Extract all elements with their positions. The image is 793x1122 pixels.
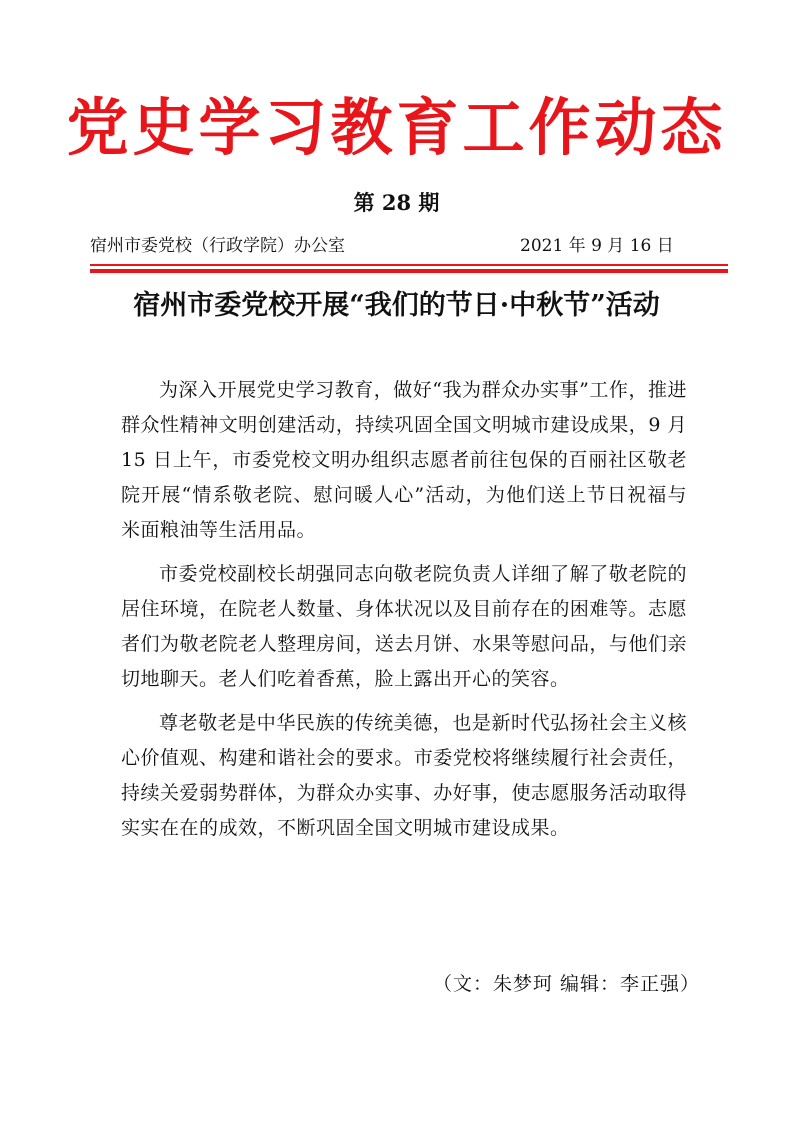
red-divider-thick [90,269,728,273]
masthead-title: 党史学习教育工作动态 [66,91,727,164]
article-byline: （文：朱梦珂 编辑：李正强） [432,973,700,995]
article-body [121,373,687,855]
publish-date: 2021 年 9 月 16 日 [520,236,674,256]
red-divider-thin [90,264,728,266]
article-paragraph: 市委党校副校长胡强同志向敬老院负责人详细了解了敬老院的居住环境，在院老人数量、身体状况以及目前存在的困难等。志愿者们为敬老院老人整理房间，送去月饼、水果等慰问品，与他们亲切地聊天。老人们吃着香蕉，脸上露出开心的笑容。 [121,563,687,690]
issue-number: 第 28 期 [353,190,440,215]
article-paragraph: 尊老敬老是中华民族的传统美德，也是新时代弘扬社会主义核心价值观、构建和谐社会的要求。市委党校将继续履行社会责任，持续关爱弱势群体，为群众办实事、办好事，使志愿服务活动取得实实在在的成效，不断巩固全国文明城市建设成果。 [121,712,687,839]
article-paragraph: 为深入开展党史学习教育，做好“我为群众办实事”工作，推进群众性精神文明创建活动，持续巩固全国文明城市建设成果，9 月 15 日上午，市委党校文明办组织志愿者前往包保的百丽社区敬老院开展“情系敬老院、慰问暖人心”活动，为他们送上节日祝福与米面粮油等生活用品。 [121,379,687,541]
article-headline: 宿州市委党校开展“我们的节日·中秋节”活动 [133,290,660,321]
publisher-name: 宿州市委党校（行政学院）办公室 [90,236,345,256]
